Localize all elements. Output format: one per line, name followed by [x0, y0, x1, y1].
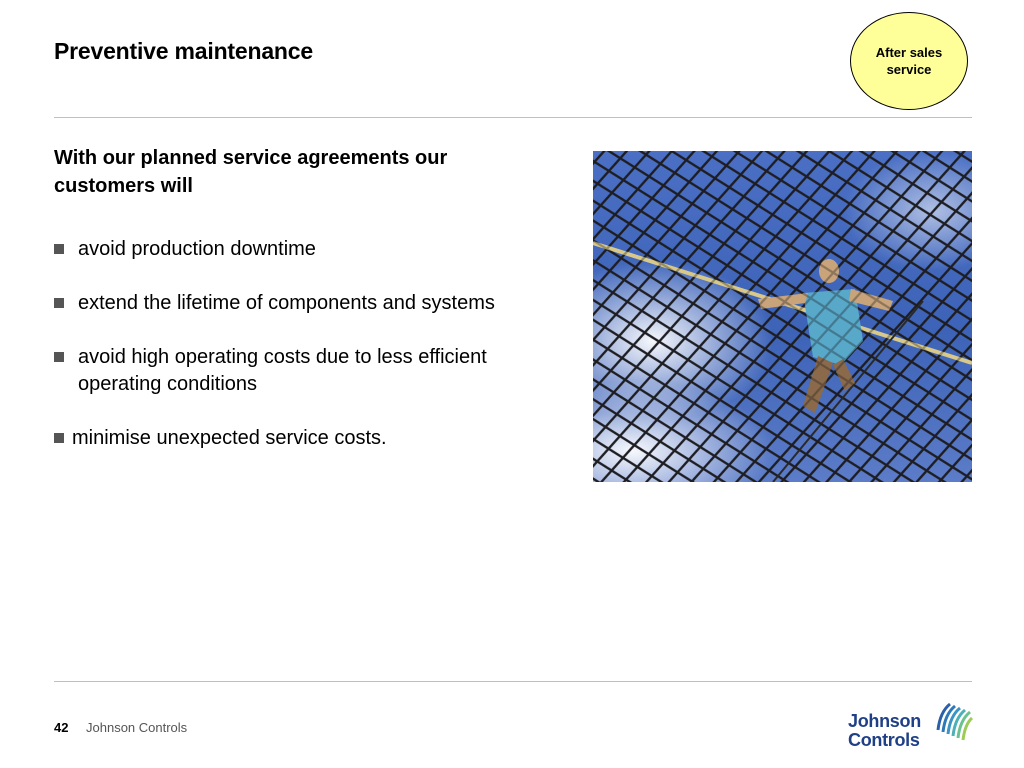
bullet-item: [54, 425, 534, 452]
square-bullet-icon: [54, 352, 64, 362]
johnson-controls-logo: [848, 700, 974, 756]
square-bullet-icon: [54, 244, 64, 254]
logo-swoosh-icon: [934, 700, 974, 750]
logo-line2: Controls: [848, 730, 920, 750]
subheading: With our planned service agreements our customers will: [54, 147, 448, 197]
page-title: Preventive maintenance: [54, 38, 313, 64]
bullet-item: [54, 344, 534, 398]
tightrope-net-photo: [593, 151, 972, 482]
bottom-divider: [54, 681, 972, 682]
badge-line2: service: [886, 62, 932, 77]
square-bullet-icon: [54, 298, 64, 308]
logo-wordmark: [848, 712, 921, 750]
bullet-item: [54, 290, 534, 317]
bullet-item: [54, 236, 534, 263]
top-divider: [54, 117, 972, 118]
after-sales-badge: [850, 12, 968, 110]
bullet-text: extend the lifetime of components and systems: [78, 292, 495, 314]
logo-line1: Johnson: [848, 711, 921, 731]
bullet-text: minimise unexpected service costs.: [72, 427, 387, 449]
bullet-list: [54, 236, 534, 479]
badge-line1: After sales: [875, 45, 943, 60]
bullet-text: avoid high operating costs due to less efficient operating conditions: [78, 346, 487, 395]
page-number: 42: [54, 720, 69, 735]
footer-company: Johnson Controls: [86, 720, 188, 735]
square-bullet-icon: [54, 433, 64, 443]
bullet-text: avoid production downtime: [78, 238, 316, 260]
